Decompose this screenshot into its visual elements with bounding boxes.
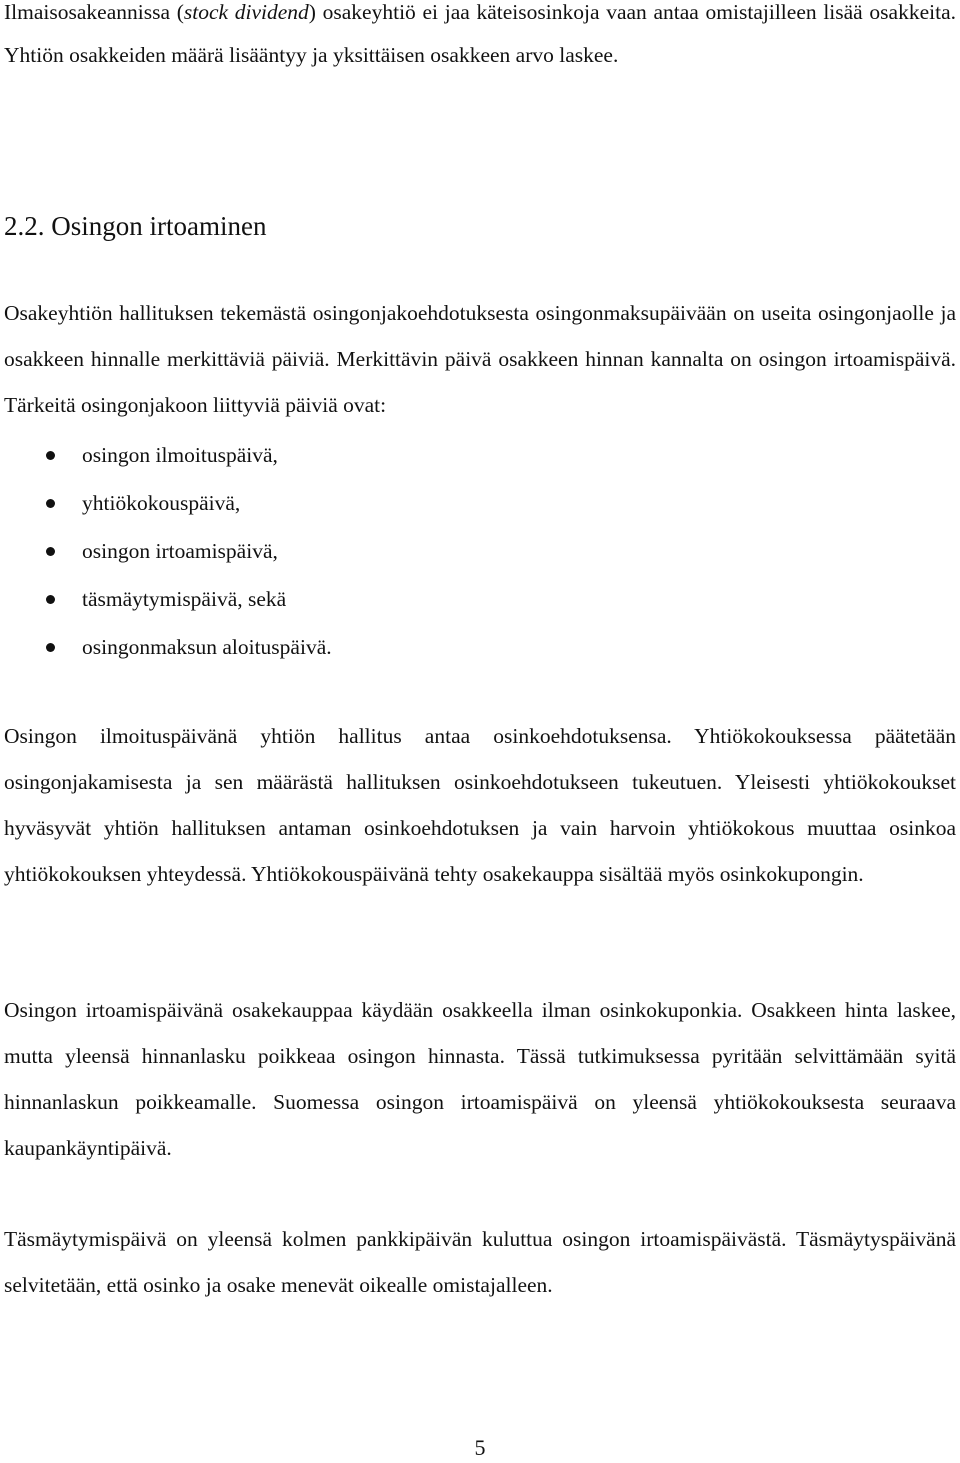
- list-item-text: täsmäytymispäivä, sekä: [82, 587, 287, 611]
- list-item-text: osingon ilmoituspäivä,: [82, 443, 278, 467]
- section-paragraph-4: Täsmäytymispäivä on yleensä kolmen pankkipäivän kuluttua osingon irtoamispäivästä. Täsmäytyspäivänä selvitetään, että osinko ja osake menevät oikealle omistajalleen.: [4, 1227, 956, 1297]
- list-item-text: osingonmaksun aloituspäivä.: [82, 635, 332, 659]
- list-item-text: yhtiökokouspäivä,: [82, 491, 241, 515]
- bullet-icon: [46, 547, 55, 556]
- bullet-icon: [46, 451, 55, 460]
- bullet-icon: [46, 595, 55, 604]
- list-item: [0, 431, 332, 479]
- intro-text-after: ) osakeyhtiö ei jaa käteisosinkoja vaan antaa omistajilleen lisää osakkeita. Yhtiön osakkeiden määrä lisääntyy ja yksittäisen osakkeen arvo laskee.: [4, 0, 956, 67]
- intro-paragraph: [4, 0, 956, 77]
- list-item: [0, 527, 332, 575]
- intro-italic-term: stock dividend: [183, 0, 309, 24]
- bullet-icon: [46, 499, 55, 508]
- section-heading: 2.2. Osingon irtoaminen: [4, 211, 267, 241]
- list-item-text: osingon irtoamispäivä,: [82, 539, 278, 563]
- list-item: [0, 575, 332, 623]
- list-item: [0, 623, 332, 671]
- section-paragraph-3: Osingon irtoamispäivänä osakekauppaa käydään osakkeella ilman osinkokuponkia. Osakkeen hinta laskee, mutta yleensä hinnanlasku poikkeaa osingon hinnasta. Tässä tutkimuksessa pyritään selvittämään syitä hinnanlaskun poikkeamalle. Suomessa osingon irtoamispäivä on yleensä yhtiökokouksesta seuraava kaupankäyntipäivä.: [4, 998, 956, 1160]
- page-number: 5: [474, 1435, 486, 1460]
- section-paragraph-2: Osingon ilmoituspäivänä yhtiön hallitus antaa osinkoehdotuksensa. Yhtiökokouksessa päätetään osingonjakamisesta ja sen määrästä hallituksen osinkoehdotukseen tukeutuen. Yleisesti yhtiökokoukset hyväsyvät yhtiön hallituksen antaman osinkoehdotuksen ja vain harvoin yhtiökokous muuttaa osinkoa yhtiökokouksen yhteydessä. Yhtiökokouspäivänä tehty osakekauppa sisältää myös osinkokupongin.: [4, 724, 956, 886]
- bullet-icon: [46, 643, 55, 652]
- dividend-dates-list: [0, 431, 332, 671]
- section-paragraph-1: Osakeyhtiön hallituksen tekemästä osingonjakoehdotuksesta osingonmaksupäivään on useita osingonjaolle ja osakkeen hinnalle merkittäviä päiviä. Merkittävin päivä osakkeen hinnan kannalta on osingon irtoamispäivä. Tärkeitä osingonjakoon liittyviä päiviä ovat:: [4, 301, 956, 417]
- list-item: [0, 479, 332, 527]
- intro-text-before: Ilmaisosakeannissa (: [4, 0, 184, 24]
